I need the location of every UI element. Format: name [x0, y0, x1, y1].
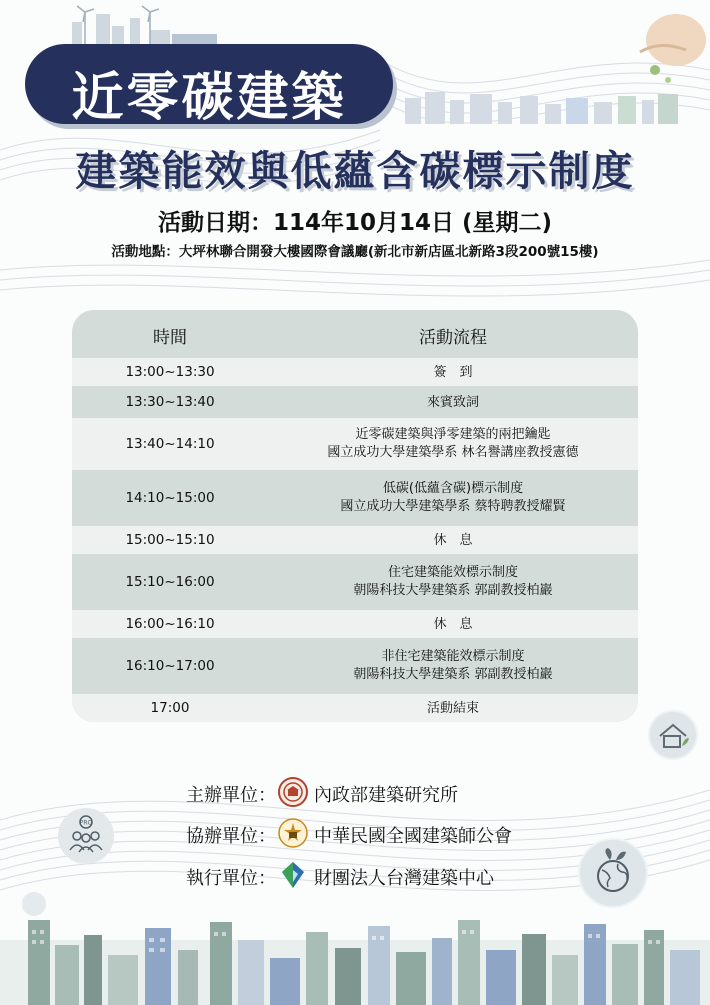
organizer-co-name: 中華民國全國建築師公會 [314, 826, 512, 847]
architects-association-icon [278, 818, 308, 848]
green-earth-icon [578, 838, 648, 908]
table-row [72, 388, 638, 416]
row-activity: 簽 到 [433, 365, 473, 380]
row-time: 16:10~17:00 [125, 658, 215, 674]
row-time: 17:00 [150, 700, 190, 716]
row-speaker: 國立成功大學建築學系 蔡特聘教授耀賢 [340, 499, 566, 514]
row-activity: 住宅建築能效標示制度 [387, 565, 518, 580]
table-row [72, 556, 638, 608]
row-time: 16:00~16:10 [125, 616, 215, 632]
event-date: 活動日期：114年10月14日 (星期二) [157, 210, 553, 236]
row-speaker: 朝陽科技大學建築系 郭副教授柏巖 [353, 583, 553, 598]
row-time: 14:10~15:00 [125, 490, 215, 506]
pro-badge-text: PRO [79, 819, 93, 827]
table-row [72, 358, 638, 386]
event-title: 近零碳建築 [71, 68, 347, 128]
agenda-col-time: 時間 [153, 328, 187, 348]
taiwan-architecture-center-icon [278, 860, 308, 890]
row-time: 15:00~15:10 [125, 532, 215, 548]
row-speaker: 國立成功大學建築學系 林名譽講座教授憲德 [327, 445, 579, 460]
row-activity: 活動結束 [426, 701, 479, 716]
row-time: 13:40~14:10 [125, 436, 215, 452]
table-row [72, 526, 638, 554]
row-time: 13:00~13:30 [125, 364, 215, 380]
agenda-header-row [72, 310, 638, 357]
green-house-icon [648, 710, 698, 760]
row-speaker: 朝陽科技大學建築系 郭副教授柏巖 [353, 667, 553, 682]
table-row [72, 694, 638, 722]
organizer-exec-name: 財團法人台灣建築中心 [314, 868, 494, 889]
row-time: 13:30~13:40 [125, 394, 215, 410]
title-banner [25, 44, 393, 128]
organizer-host-label: 主辦單位： [186, 785, 276, 806]
agenda-table [72, 310, 638, 722]
row-activity: 非住宅建築能效標示制度 [381, 649, 525, 664]
event-venue: 活動地點：大坪林聯合開發大樓國際會議廳(新北市新店區北新路3段200號15樓) [111, 244, 599, 260]
row-activity: 低碳(低蘊含碳)標示制度 [382, 481, 524, 496]
event-subtitle: 建築能效與低蘊含碳標示制度 [75, 147, 635, 195]
row-activity: 來賓致詞 [426, 395, 479, 410]
row-activity: 休 息 [433, 617, 473, 632]
organizer-exec-label: 執行單位： [186, 868, 276, 889]
bottom-skyline [0, 910, 710, 1005]
row-time: 15:10~16:00 [125, 574, 215, 590]
organizer-co-label: 協辦單位： [186, 826, 276, 847]
professionals-icon [58, 808, 114, 864]
abri-seal-icon [278, 777, 308, 807]
table-row [72, 610, 638, 638]
table-row [72, 418, 638, 470]
row-activity: 近零碳建築與淨零建築的兩把鑰匙 [355, 427, 551, 442]
table-row [72, 472, 638, 524]
agenda-col-activity: 活動流程 [419, 328, 487, 348]
table-row [72, 640, 638, 692]
organizer-host-name: 內政部建築研究所 [314, 785, 458, 806]
row-activity: 休 息 [433, 533, 473, 548]
